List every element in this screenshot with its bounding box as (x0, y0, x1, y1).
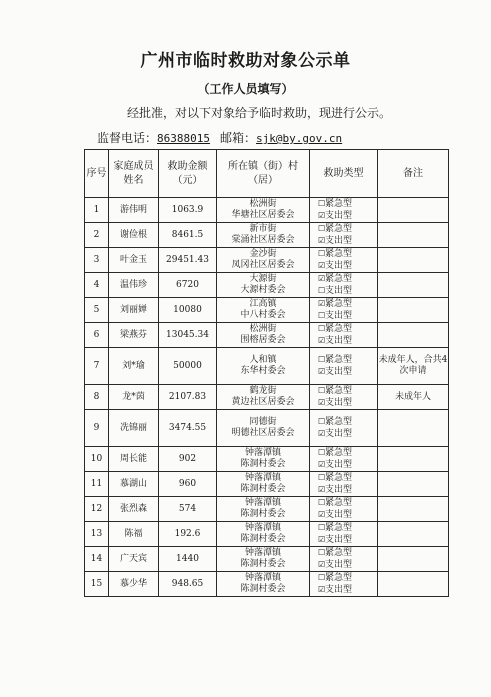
location-committee: 陈洞村委会 (240, 484, 286, 494)
row-no: 2 (85, 223, 109, 248)
row-relief-type (310, 547, 378, 572)
table-row (85, 298, 449, 323)
row-note (378, 497, 449, 522)
table-header-row (85, 150, 449, 198)
expense-label: 支出型 (325, 535, 353, 545)
expense-checkbox-icon: ☑ (318, 460, 326, 469)
urgent-checkbox-icon: ☐ (318, 523, 326, 532)
table-row (85, 572, 449, 597)
row-no: 12 (85, 497, 109, 522)
row-location (217, 348, 310, 385)
location-committee: 凤冈社区居委会 (231, 260, 295, 270)
expense-option (310, 366, 377, 378)
row-amount: 13045.34 (159, 323, 217, 348)
relief-recipients-table (84, 149, 449, 597)
row-relief-type (310, 273, 378, 298)
header-name: 家庭成员姓名 (109, 150, 159, 198)
row-name: 游伟明 (109, 198, 159, 223)
row-location (217, 298, 310, 323)
expense-checkbox-icon: ☑ (318, 560, 326, 569)
urgent-label: 紧急型 (325, 498, 353, 508)
row-name: 张烈森 (109, 497, 159, 522)
expense-checkbox-icon: ☑ (318, 398, 326, 407)
table-row (85, 522, 449, 547)
table-row (85, 472, 449, 497)
expense-checkbox-icon: ☑ (318, 236, 326, 245)
intro-text: 经批准，对以下对象给予临时救助，现进行公示。 (127, 106, 392, 120)
row-no: 13 (85, 522, 109, 547)
table-row (85, 447, 449, 472)
email-label: 邮箱： (220, 131, 257, 145)
location-town: 同德街 (249, 417, 277, 427)
row-no: 15 (85, 572, 109, 597)
row-name: 龙*茵 (109, 385, 159, 410)
row-note (378, 522, 449, 547)
urgent-option (310, 447, 377, 459)
location-town: 人和镇 (249, 355, 277, 365)
expense-option (310, 335, 377, 347)
row-name: 谢俭根 (109, 223, 159, 248)
row-location (217, 198, 310, 223)
row-amount: 10080 (159, 298, 217, 323)
row-note: 未成年人 (378, 385, 449, 410)
urgent-option (310, 522, 377, 534)
expense-label: 支出型 (325, 311, 353, 321)
expense-option (310, 310, 377, 322)
expense-label: 支出型 (325, 485, 353, 495)
row-note (378, 248, 449, 273)
urgent-checkbox-icon: ☐ (318, 224, 326, 233)
expense-label: 支出型 (325, 367, 353, 377)
urgent-checkbox-icon: ☐ (318, 355, 326, 364)
urgent-option (310, 323, 377, 335)
row-location (217, 410, 310, 447)
row-no: 5 (85, 298, 109, 323)
location-town: 钟落潭镇 (244, 523, 281, 533)
expense-checkbox-icon: ☑ (318, 211, 326, 220)
row-amount: 50000 (159, 348, 217, 385)
row-amount: 960 (159, 472, 217, 497)
urgent-label: 紧急型 (325, 417, 353, 427)
row-relief-type (310, 572, 378, 597)
table-row (85, 348, 449, 385)
page-title: 广州市临时救助对象公示单 (140, 51, 351, 71)
urgent-checkbox-icon: ☐ (318, 573, 326, 582)
row-no: 10 (85, 447, 109, 472)
location-committee: 棠涌社区居委会 (231, 235, 295, 245)
location-committee: 中八村委会 (240, 310, 286, 320)
row-note (378, 298, 449, 323)
header-location: 所在镇（街）村（居） (217, 150, 310, 198)
row-relief-type (310, 198, 378, 223)
row-location (217, 223, 310, 248)
row-relief-type (310, 298, 378, 323)
row-relief-type (310, 410, 378, 447)
expense-option (310, 559, 377, 571)
expense-option (310, 534, 377, 546)
row-name: 刘丽婵 (109, 298, 159, 323)
expense-label: 支出型 (325, 261, 353, 271)
table-row (85, 385, 449, 410)
expense-option (310, 584, 377, 596)
location-committee: 陈洞村委会 (240, 534, 286, 544)
row-note (378, 447, 449, 472)
contact-line (97, 129, 342, 146)
urgent-option (310, 248, 377, 260)
expense-checkbox-icon: ☐ (318, 286, 326, 295)
urgent-checkbox-icon: ☐ (318, 548, 326, 557)
table-row (85, 497, 449, 522)
location-town: 松洲街 (249, 199, 277, 209)
row-no: 1 (85, 198, 109, 223)
urgent-label: 紧急型 (325, 473, 353, 483)
urgent-label: 紧急型 (325, 324, 353, 334)
header-no: 序号 (85, 150, 109, 198)
expense-checkbox-icon: ☑ (318, 336, 326, 345)
urgent-checkbox-icon: ☐ (318, 473, 326, 482)
urgent-option (310, 416, 377, 428)
row-relief-type (310, 248, 378, 273)
expense-label: 支出型 (325, 398, 353, 408)
table-row (85, 410, 449, 447)
row-no: 7 (85, 348, 109, 385)
location-committee: 华塘社区居委会 (231, 210, 295, 220)
row-note (378, 323, 449, 348)
row-note (378, 223, 449, 248)
location-town: 钟落潭镇 (244, 548, 281, 558)
row-location (217, 497, 310, 522)
urgent-option (310, 497, 377, 509)
row-relief-type (310, 348, 378, 385)
row-location (217, 447, 310, 472)
urgent-label: 紧急型 (325, 299, 353, 309)
urgent-option (310, 298, 377, 310)
urgent-label: 紧急型 (325, 224, 353, 234)
row-amount: 902 (159, 447, 217, 472)
row-location (217, 273, 310, 298)
row-relief-type (310, 223, 378, 248)
row-name: 梁燕芬 (109, 323, 159, 348)
row-location (217, 248, 310, 273)
expense-label: 支出型 (325, 286, 353, 296)
urgent-label: 紧急型 (325, 523, 353, 533)
row-no: 14 (85, 547, 109, 572)
row-name: 冼锦丽 (109, 410, 159, 447)
location-town: 新市街 (249, 224, 277, 234)
expense-option (310, 397, 377, 409)
urgent-option (310, 547, 377, 559)
expense-label: 支出型 (325, 560, 353, 570)
urgent-option (310, 385, 377, 397)
row-name: 慕少华 (109, 572, 159, 597)
expense-checkbox-icon: ☑ (318, 485, 326, 494)
urgent-checkbox-icon: ☐ (318, 249, 326, 258)
row-amount: 2107.83 (159, 385, 217, 410)
row-relief-type (310, 522, 378, 547)
urgent-option (310, 198, 377, 210)
expense-label: 支出型 (325, 510, 353, 520)
row-name: 慕湖山 (109, 472, 159, 497)
urgent-checkbox-icon: ☐ (318, 324, 326, 333)
row-note: 未成年人，合共4次申请 (378, 348, 449, 385)
expense-checkbox-icon: ☑ (318, 429, 326, 438)
row-note (378, 273, 449, 298)
expense-option (310, 484, 377, 496)
table-row (85, 273, 449, 298)
row-location (217, 522, 310, 547)
row-location (217, 572, 310, 597)
row-amount: 29451.43 (159, 248, 217, 273)
row-note (378, 547, 449, 572)
row-amount: 1440 (159, 547, 217, 572)
row-amount: 1063.9 (159, 198, 217, 223)
urgent-option (310, 273, 377, 285)
location-town: 钟落潭镇 (244, 498, 281, 508)
row-relief-type (310, 323, 378, 348)
row-relief-type (310, 385, 378, 410)
phone-number: 86388015 (157, 132, 210, 145)
row-name: 温伟珍 (109, 273, 159, 298)
expense-label: 支出型 (325, 336, 353, 346)
row-location (217, 385, 310, 410)
expense-label: 支出型 (325, 585, 353, 595)
expense-label: 支出型 (325, 460, 353, 470)
urgent-option (310, 472, 377, 484)
urgent-checkbox-icon: ☐ (318, 199, 326, 208)
row-name: 刘*瑜 (109, 348, 159, 385)
location-town: 钟落潭镇 (244, 573, 281, 583)
table-row (85, 547, 449, 572)
expense-option (310, 285, 377, 297)
row-relief-type (310, 497, 378, 522)
row-name: 叶金玉 (109, 248, 159, 273)
row-note (378, 472, 449, 497)
location-town: 钟落潭镇 (244, 473, 281, 483)
expense-label: 支出型 (325, 211, 353, 221)
expense-option (310, 509, 377, 521)
email-address: sjk@by.gov.cn (256, 132, 343, 145)
row-note (378, 198, 449, 223)
urgent-checkbox-icon: ☑ (318, 274, 326, 283)
urgent-label: 紧急型 (325, 274, 353, 284)
urgent-option (310, 572, 377, 584)
urgent-checkbox-icon: ☐ (318, 417, 326, 426)
location-committee: 陈洞村委会 (240, 559, 286, 569)
page-subtitle: （工作人员填写） (197, 82, 294, 96)
row-amount: 8461.5 (159, 223, 217, 248)
expense-option (310, 260, 377, 272)
row-no: 9 (85, 410, 109, 447)
location-town: 大源街 (249, 274, 277, 284)
urgent-option (310, 223, 377, 235)
row-note (378, 572, 449, 597)
urgent-checkbox-icon: ☐ (318, 386, 326, 395)
expense-checkbox-icon: ☑ (318, 510, 326, 519)
expense-checkbox-icon: ☐ (318, 311, 326, 320)
row-amount: 192.6 (159, 522, 217, 547)
expense-label: 支出型 (325, 429, 353, 439)
row-note (378, 410, 449, 447)
table-row (85, 198, 449, 223)
urgent-label: 紧急型 (325, 355, 353, 365)
table-row (85, 323, 449, 348)
expense-checkbox-icon: ☑ (318, 261, 326, 270)
row-no: 4 (85, 273, 109, 298)
row-name: 陈福 (109, 522, 159, 547)
location-committee: 大源村委会 (240, 285, 286, 295)
location-town: 钟落潭镇 (244, 448, 281, 458)
row-relief-type (310, 447, 378, 472)
urgent-label: 紧急型 (325, 386, 353, 396)
expense-checkbox-icon: ☑ (318, 367, 326, 376)
row-amount: 3474.55 (159, 410, 217, 447)
row-location (217, 472, 310, 497)
row-no: 8 (85, 385, 109, 410)
location-committee: 陈洞村委会 (240, 584, 286, 594)
urgent-label: 紧急型 (325, 548, 353, 558)
location-committee: 陈洞村委会 (240, 509, 286, 519)
row-amount: 574 (159, 497, 217, 522)
row-location (217, 323, 310, 348)
row-no: 11 (85, 472, 109, 497)
table-row (85, 248, 449, 273)
urgent-label: 紧急型 (325, 448, 353, 458)
expense-checkbox-icon: ☑ (318, 585, 326, 594)
expense-option (310, 210, 377, 222)
location-town: 松洲街 (249, 324, 277, 334)
header-amount: 救助金额（元） (159, 150, 217, 198)
urgent-option (310, 354, 377, 366)
location-committee: 陈洞村委会 (240, 459, 286, 469)
row-name: 广天宾 (109, 547, 159, 572)
location-committee: 东华村委会 (240, 366, 286, 376)
row-no: 3 (85, 248, 109, 273)
expense-option (310, 459, 377, 471)
urgent-checkbox-icon: ☑ (318, 299, 326, 308)
expense-label: 支出型 (325, 236, 353, 246)
table-row (85, 223, 449, 248)
urgent-label: 紧急型 (325, 573, 353, 583)
location-town: 金沙街 (249, 249, 277, 259)
urgent-checkbox-icon: ☐ (318, 448, 326, 457)
row-relief-type (310, 472, 378, 497)
phone-label: 监督电话： (97, 131, 158, 145)
location-committee: 围榕居委会 (240, 335, 286, 345)
row-amount: 948.65 (159, 572, 217, 597)
location-committee: 明德社区居委会 (231, 428, 295, 438)
expense-option (310, 235, 377, 247)
urgent-label: 紧急型 (325, 249, 353, 259)
header-note: 备注 (378, 150, 449, 198)
header-type: 救助类型 (310, 150, 378, 198)
expense-checkbox-icon: ☑ (318, 535, 326, 544)
row-amount: 6720 (159, 273, 217, 298)
row-name: 周长能 (109, 447, 159, 472)
row-location (217, 547, 310, 572)
location-town: 鹤龙街 (249, 386, 277, 396)
location-committee: 黄边社区居委会 (231, 397, 295, 407)
location-town: 江高镇 (249, 299, 277, 309)
urgent-label: 紧急型 (325, 199, 353, 209)
row-no: 6 (85, 323, 109, 348)
urgent-checkbox-icon: ☐ (318, 498, 326, 507)
table-body (85, 198, 449, 597)
expense-option (310, 428, 377, 440)
